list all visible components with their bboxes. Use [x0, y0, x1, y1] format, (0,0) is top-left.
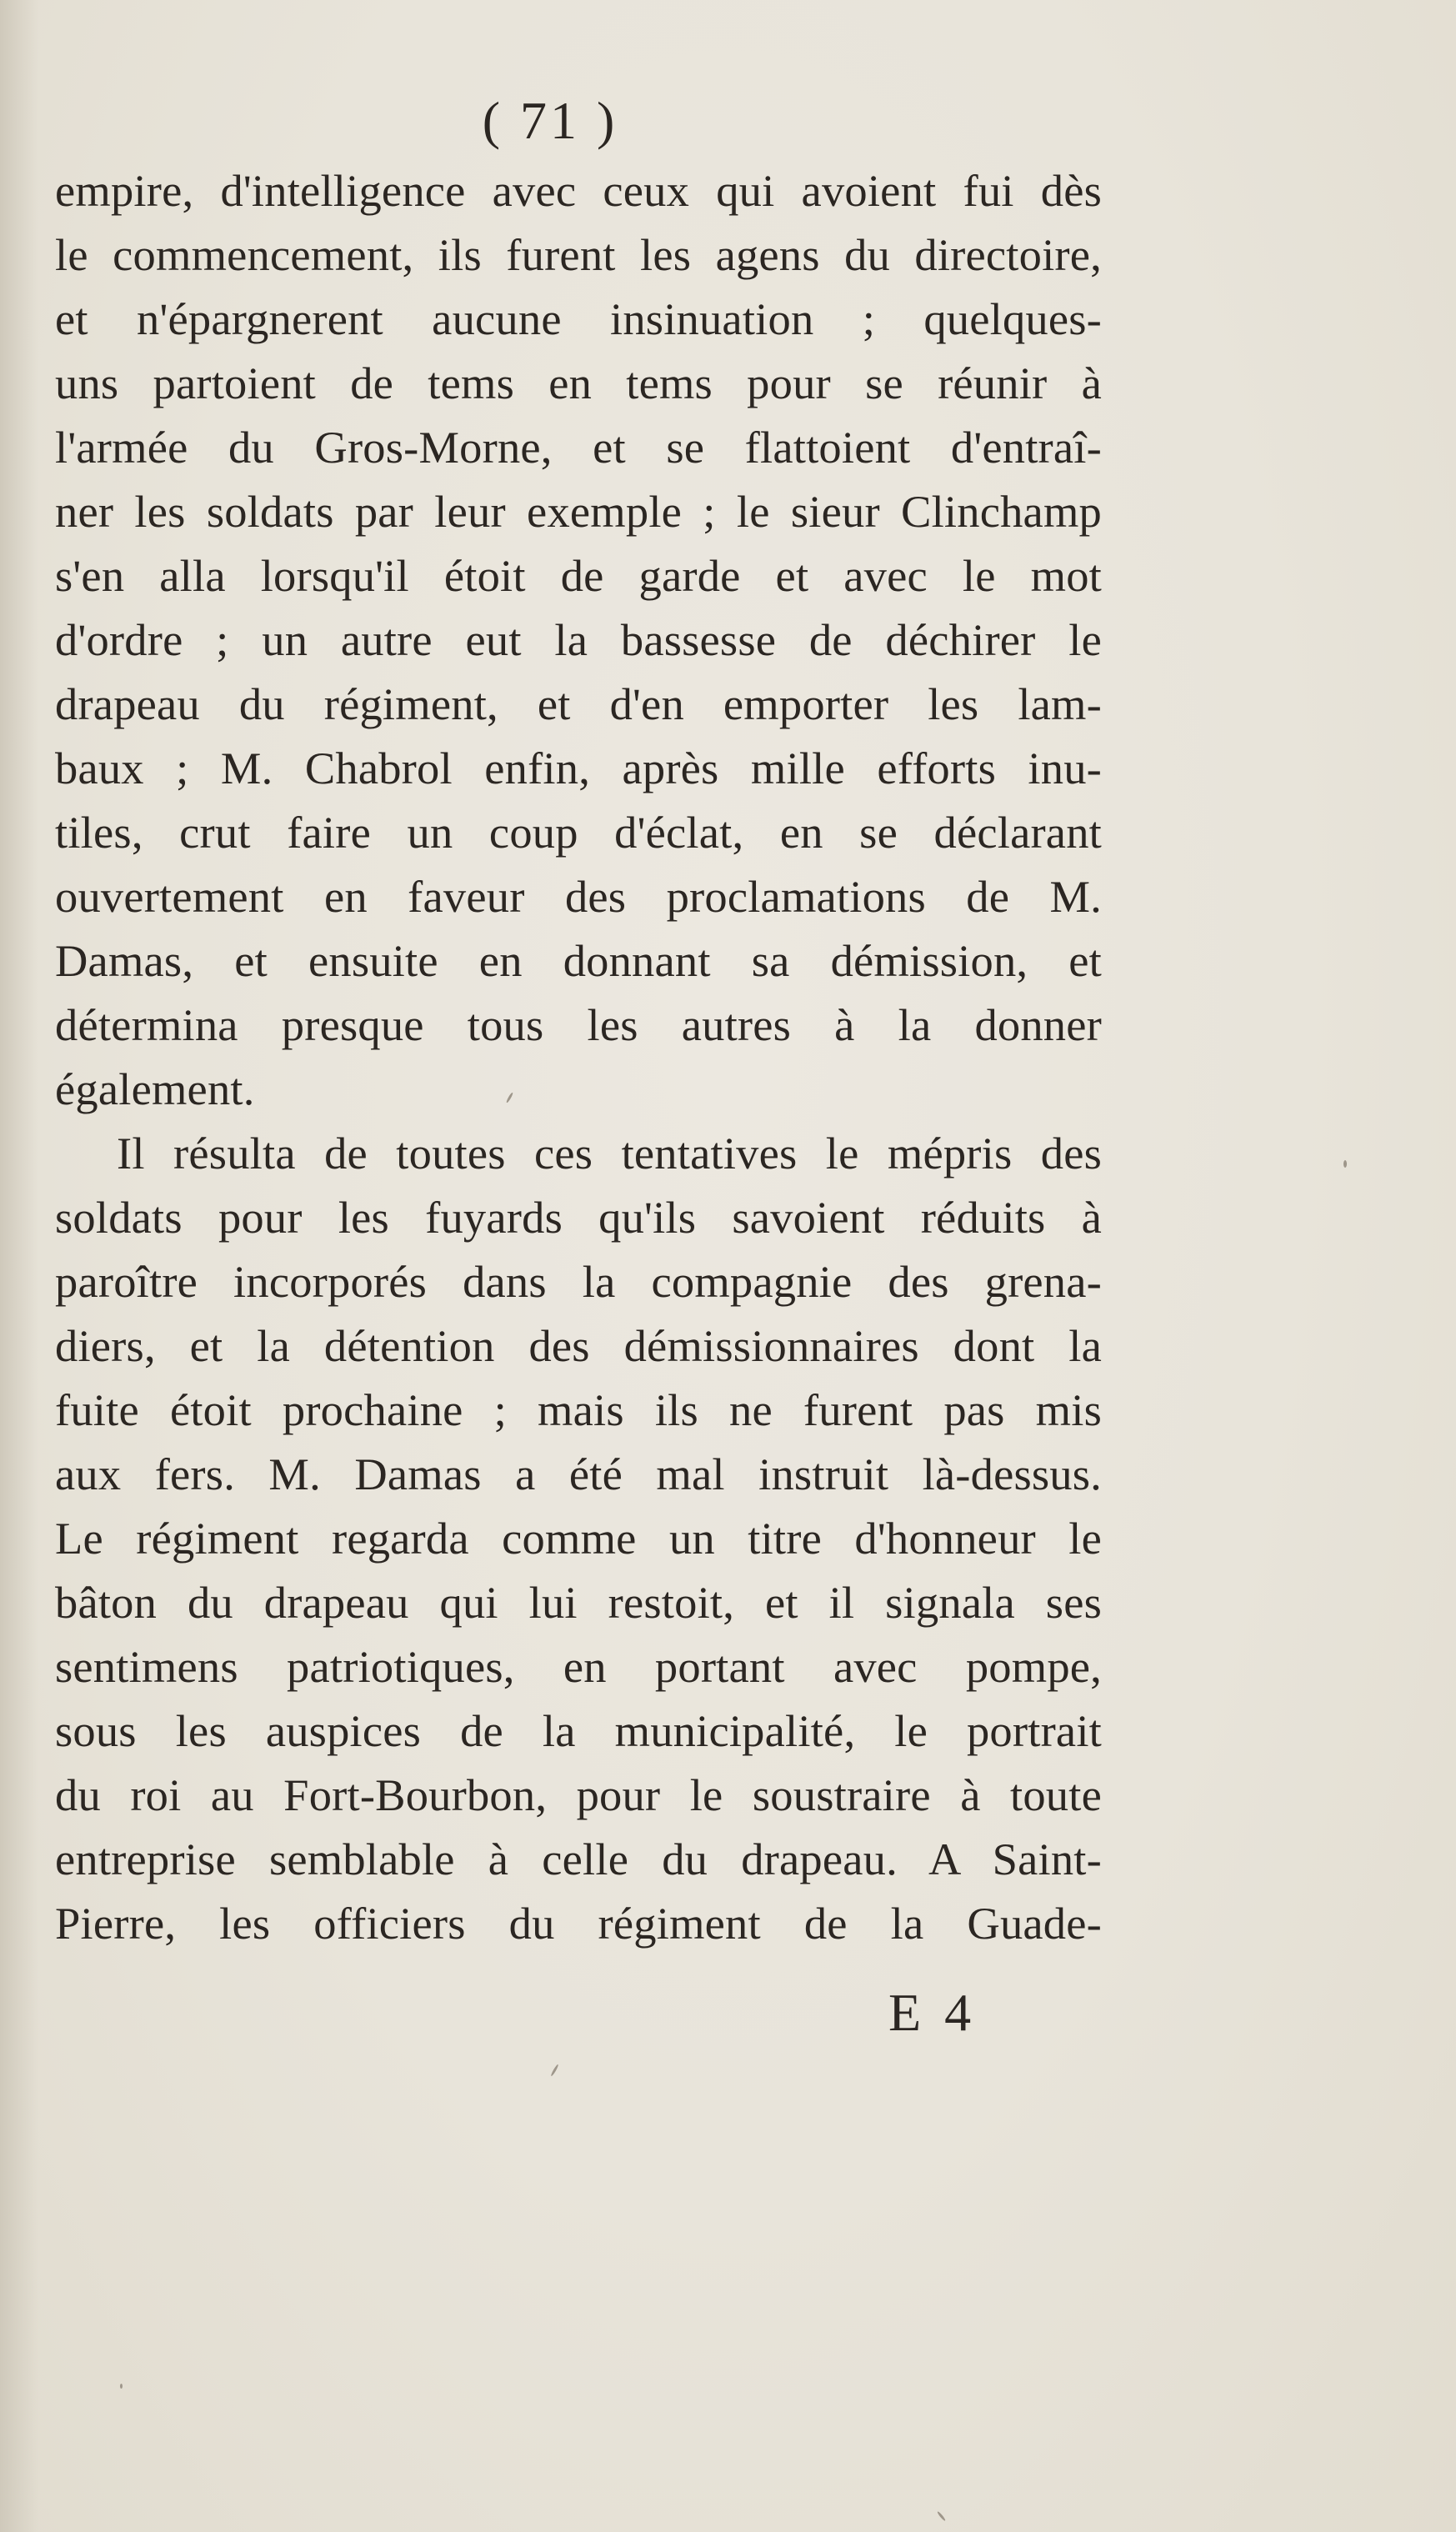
text-line: le commencement, ils furent les agens du directoire,	[55, 229, 1102, 280]
text-line: également.	[55, 1063, 255, 1114]
text-line: uns partoient de tems en tems pour se réunir à	[55, 358, 1102, 408]
paper-speck	[550, 2064, 559, 2076]
text-line: du roi au Fort-Bourbon, pour le soustraire à toute	[55, 1769, 1102, 1820]
text-line: paroître incorporés dans la compagnie des grena-	[55, 1256, 1102, 1307]
text-line: diers, et la détention des démissionnaires dont la	[55, 1320, 1102, 1371]
text-line: d'ordre ; un autre eut la bassesse de déchirer le	[55, 614, 1102, 665]
text-line: tiles, crut faire un coup d'éclat, en se déclarant	[55, 807, 1102, 858]
text-line: drapeau du régiment, et d'en emporter les lam-	[55, 678, 1102, 729]
paragraph	[55, 1121, 1102, 1955]
text-line: détermina presque tous les autres à la donner	[55, 999, 1102, 1050]
text-line: bâton du drapeau qui lui restoit, et il signala ses	[55, 1577, 1102, 1628]
signature-mark: E 4	[888, 1983, 977, 2042]
paper-speck	[937, 2511, 946, 2522]
text-line: s'en alla lorsqu'il étoit de garde et avec le mot	[55, 550, 1102, 601]
text-line: soldats pour les fuyards qu'ils savoient réduits à	[55, 1192, 1102, 1243]
text-line: l'armée du Gros-Morne, et se flattoient d'entraî-	[55, 422, 1102, 473]
text-line: empire, d'intelligence avec ceux qui avoient fui dès	[55, 165, 1102, 216]
page-gutter-shadow	[0, 0, 38, 2532]
paragraph	[55, 158, 1102, 1121]
text-line: Il résulta de toutes ces tentatives le mépris des	[117, 1128, 1102, 1178]
paper-speck	[1343, 1160, 1347, 1168]
text-line: fuite étoit prochaine ; mais ils ne furent pas mis	[55, 1384, 1102, 1435]
text-line: aux fers. M. Damas a été mal instruit là-dessus.	[55, 1449, 1102, 1499]
text-line: Damas, et ensuite en donnant sa démission, et	[55, 935, 1102, 986]
page-number: ( 71 )	[482, 91, 618, 150]
text-line: et n'épargnerent aucune insinuation ; quelques-	[55, 293, 1102, 344]
text-line: Pierre, les officiers du régiment de la Guade-	[55, 1898, 1102, 1949]
text-line: sentimens patriotiques, en portant avec pompe,	[55, 1641, 1102, 1692]
text-line: ouvertement en faveur des proclamations de M.	[55, 871, 1102, 922]
text-line: baux ; M. Chabrol enfin, après mille efforts inu-	[55, 743, 1102, 793]
text-line: Le régiment regarda comme un titre d'honneur le	[55, 1513, 1102, 1564]
text-line: ner les soldats par leur exemple ; le sieur Clinchamp	[55, 486, 1102, 537]
body-text	[55, 158, 1102, 1955]
text-line: sous les auspices de la municipalité, le portrait	[55, 1705, 1102, 1756]
paper-speck	[120, 2384, 123, 2389]
text-line: entreprise semblable à celle du drapeau. A Saint-	[55, 1834, 1102, 1884]
